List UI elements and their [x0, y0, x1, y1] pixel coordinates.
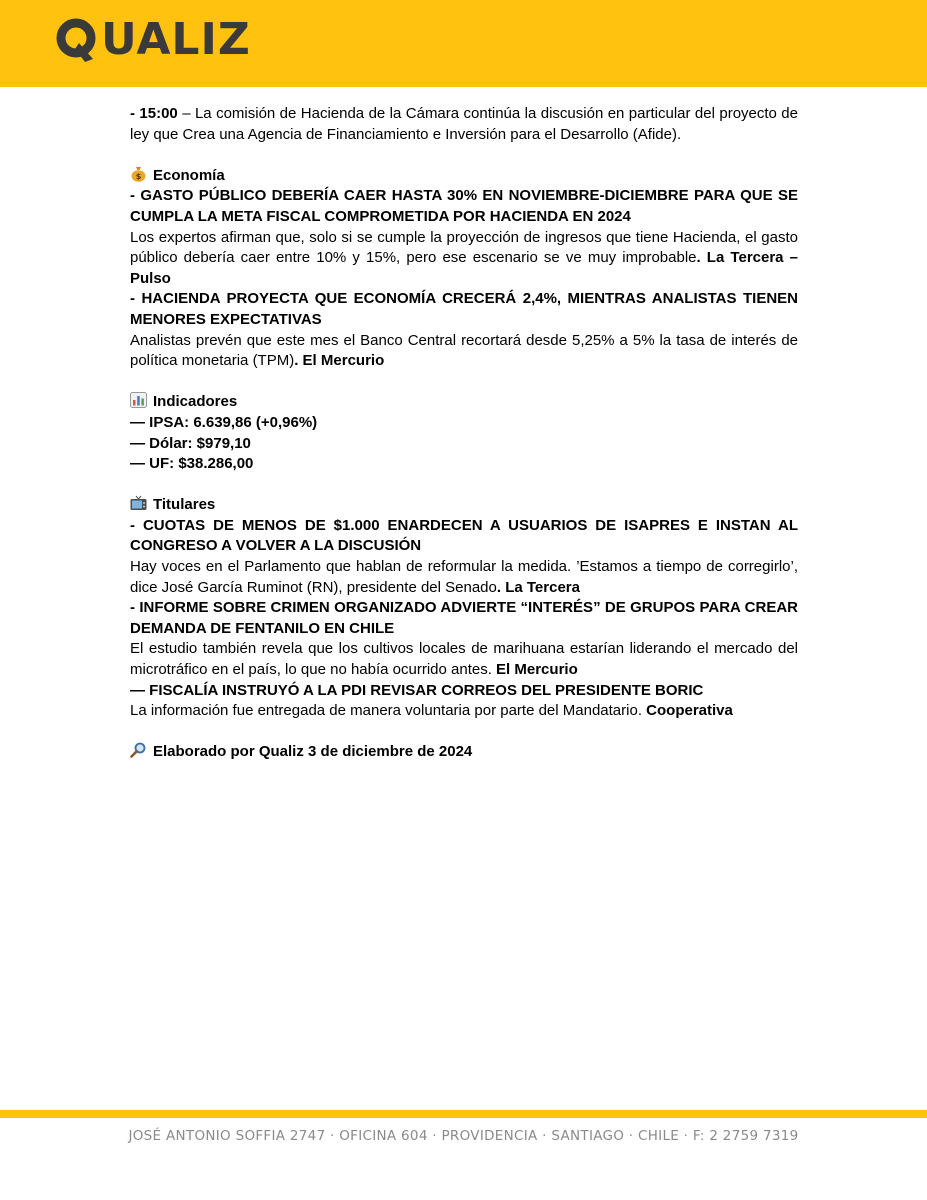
television-icon: [130, 495, 147, 511]
section-economia-title: [130, 166, 798, 187]
titulares-body-3: La información fue entregada de manera voluntaria por parte del Mandatario.: [130, 702, 647, 720]
agenda-text: – La comisión de Hacienda de la Cámara continúa la discusión en particular del proyecto de ley que Crea una Agencia de Financiamiento e Inversión para el Desarrollo (Afide).: [130, 105, 798, 143]
titulares-body-1: Hay voces en el Parlamento que hablan de reformular la medida. ’Estamos a tiempo de corregirlo’, dice José García Ruminot (RN), presidente del Senado: [130, 558, 798, 596]
agenda-item: [130, 104, 798, 145]
indicator-dolar: — Dólar: $979,10: [130, 434, 251, 452]
titulares-item-3-body: [130, 701, 798, 722]
titulares-source-1: . La Tercera: [496, 578, 580, 596]
section-titulares-title: [130, 495, 798, 516]
economia-title-text: Economía: [153, 166, 225, 184]
titulares-headline-3: — FISCALÍA INSTRUYÓ A LA PDI REVISAR CORREOS DEL PRESIDENTE BORIC: [130, 681, 704, 699]
magnifier-icon: [130, 742, 147, 758]
newsletter-body: [130, 104, 798, 763]
titulares-item-1-body: [130, 557, 798, 598]
titulares-item-2-body: [130, 639, 798, 680]
economia-item-1-body: [130, 228, 798, 290]
economia-headline-1: - GASTO PÚBLICO DEBERÍA CAER HASTA 30% EN NOVIEMBRE-DICIEMBRE PARA QUE SE CUMPLA LA META FISCAL COMPROMETIDA POR HACIENDA EN 2024: [130, 187, 798, 225]
economia-body-1: Los expertos afirman que, solo si se cumple la proyección de ingresos que tiene Hacienda, el gasto público debería caer entre 10% y 15%, pero ese escenario se ve muy improbable: [130, 228, 798, 267]
signature-text: Elaborado por Qualiz 3 de diciembre de 2024: [153, 743, 473, 761]
bar-chart-icon: [130, 392, 147, 408]
titulares-headline-2: - INFORME SOBRE CRIMEN ORGANIZADO ADVIERTE “INTERÉS” DE GRUPOS PARA CREAR DEMANDA DE FENTANILO EN CHILE: [130, 599, 798, 637]
section-indicadores-title: [130, 392, 798, 413]
economia-headline-2: - HACIENDA PROYECTA QUE ECONOMÍA CRECERÁ 2,4%, MIENTRAS ANALISTAS TIENEN MENORES EXPECTATIVAS: [130, 290, 798, 328]
footer-address: JOSÉ ANTONIO SOFFIA 2747 · OFICINA 604 · PROVIDENCIA · SANTIAGO · CHILE · F: 2 2759 7319: [128, 1128, 799, 1144]
logo-q-icon: [55, 15, 99, 65]
agenda-time: - 15:00: [130, 105, 178, 122]
titulares-headline-1: - CUOTAS DE MENOS DE $1.000 ENARDECEN A USUARIOS DE ISAPRES E INSTAN AL CONGRESO A VOLVER A LA DISCUSIÓN: [130, 516, 798, 555]
titulares-body-2: El estudio también revela que los cultivos locales de marihuana estarían liderando el mercado del microtráfico en el país, lo que no había ocurrido antes.: [130, 640, 798, 679]
titulares-source-2: El Mercurio: [496, 661, 578, 679]
titulares-title-text: Titulares: [153, 496, 216, 514]
svg-text:$: $: [135, 171, 142, 181]
logo-text: UALIZ: [101, 14, 251, 65]
indicator-uf: — UF: $38.286,00: [130, 455, 254, 473]
indicadores-title-text: Indicadores: [153, 393, 238, 411]
footer-divider: [0, 1110, 927, 1118]
indicator-ipsa: — IPSA: 6.639,86 (+0,96%): [130, 413, 318, 431]
header-bar: [0, 0, 927, 87]
signature-line: [130, 742, 798, 763]
economia-source-2: . El Mercurio: [294, 352, 385, 370]
economia-item-2-body: [130, 331, 798, 372]
qualiz-logo: [55, 14, 251, 66]
titulares-source-3: Cooperativa: [646, 702, 733, 720]
money-bag-icon: [130, 166, 147, 182]
economia-source-1: . La Tercera – Pulso: [130, 249, 798, 287]
economia-body-2: Analistas prevén que este mes el Banco Central recortará desde 5,25% a 5% la tasa de interés de política monetaria (TPM): [130, 331, 798, 370]
